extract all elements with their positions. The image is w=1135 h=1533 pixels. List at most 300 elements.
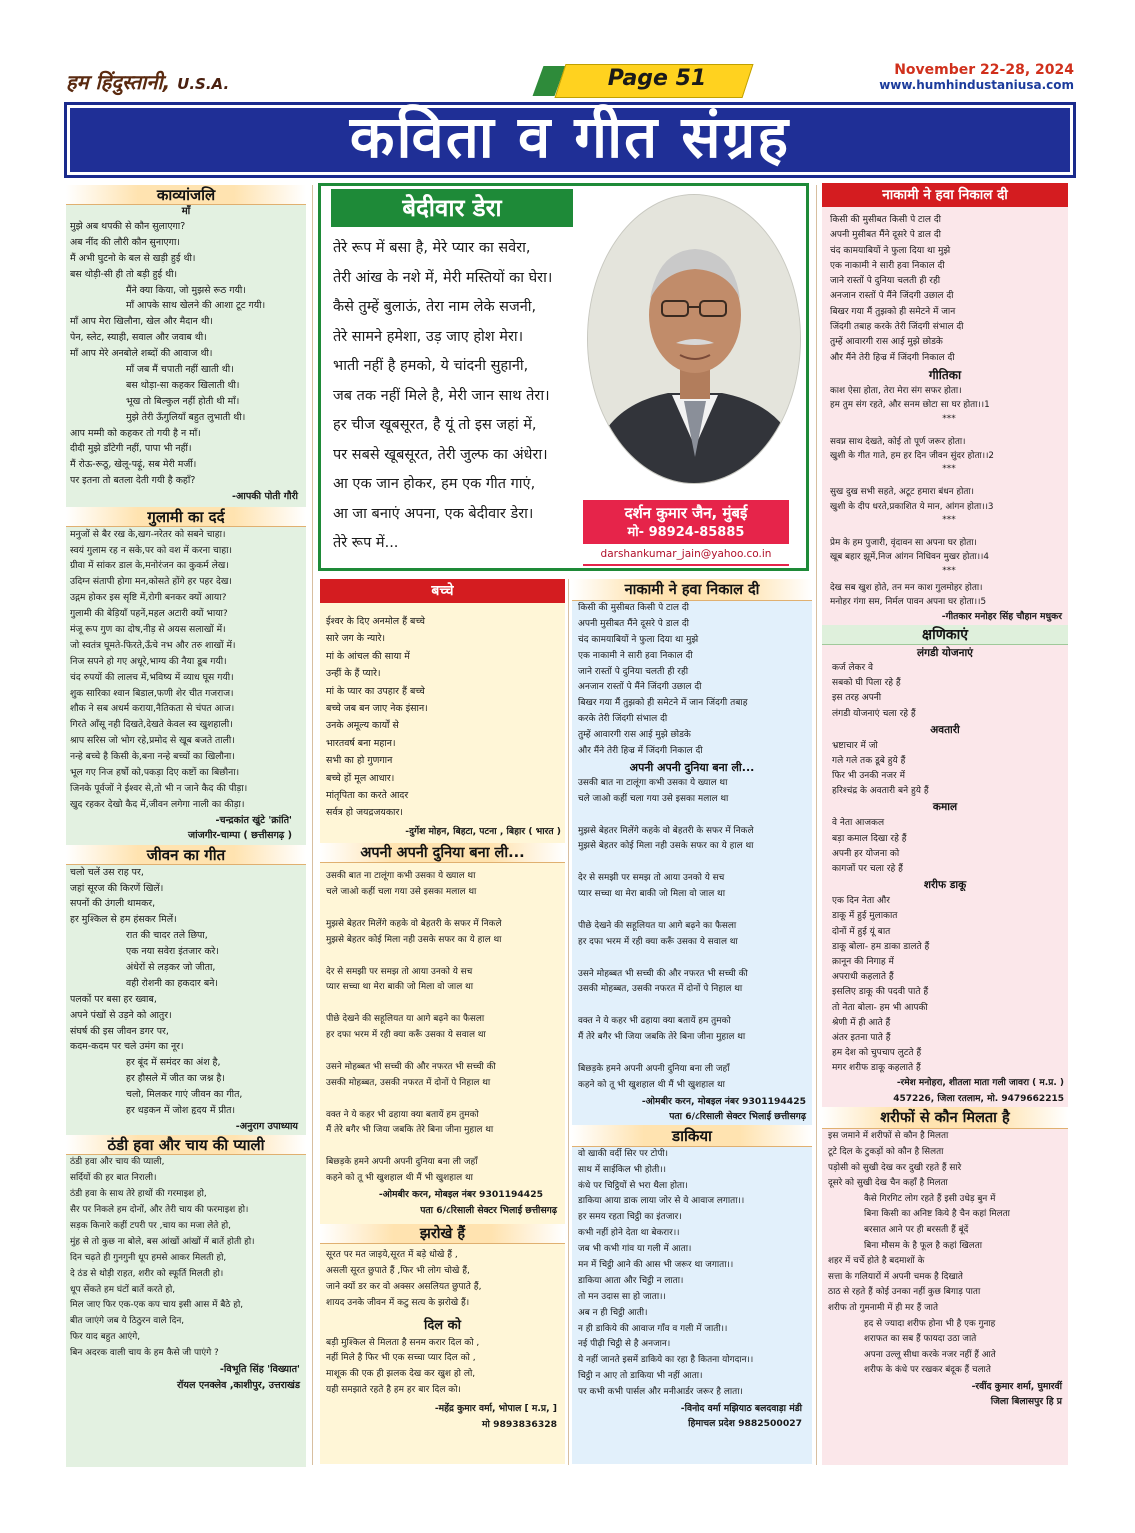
- poem-line: सभी का हो गुणगान: [326, 755, 393, 767]
- poem-line: क़ानून की निगाह में: [832, 956, 894, 967]
- column-divider: [816, 185, 817, 1465]
- poem-line: माँ आप मेरा खिलौना, खेल और मैदान थी।: [70, 316, 213, 328]
- poem-line: मैंने क्या किया, जो मुझसे रूठ गयी।: [126, 284, 246, 296]
- poem-line: अपने पंखों से उड़ने को आतुर।: [70, 1009, 172, 1021]
- poem-line: उसकी बात ना टालूंगा कभी उसका ये ख्याल था: [326, 871, 476, 882]
- poem-line: तेरी आंख के नशे में, मेरी मस्तियों का घेरा।: [333, 269, 553, 286]
- poem-line: जब तक नहीं मिले है, मेरी जान साथ तेरा।: [333, 387, 550, 404]
- poem-line: मैं तेरे बगैर भी जिया जबकि तेरे बिना जीना मुहाल था: [326, 1125, 494, 1136]
- poem-place: 457226, जिला रतलाम, मो. 9479662215: [893, 1093, 1064, 1104]
- poem-line: डाकिया आता और चिट्ठी न लाता।: [578, 1275, 684, 1286]
- column-1: [66, 185, 306, 1467]
- poem-line: तुम्हें आवारगी रास आई मुझे छोडके: [578, 730, 691, 741]
- poem-line: हर बूंद में समंदर का अंश है,: [126, 1057, 221, 1069]
- poem-dakiya: [572, 1147, 812, 1401]
- poem-line: तेरे रूप में...: [333, 535, 399, 551]
- poem-line: तुम्हें आवारगी रास आई मुझे छोडके: [830, 337, 943, 348]
- poem-line: हम तुम संग रहते, और सनम छोटा सा घर होता।।1: [830, 400, 990, 411]
- poem-line: दे ठंड से थोड़ी राहत, शरीर को स्फूर्ति मिलती हो।: [70, 1268, 224, 1279]
- poem-line: देर से समझी पर समझ तो आया उनको ये सच: [578, 873, 725, 884]
- poem-line: मुंह से तो कुछ ना बोले, बस आंखों आंखों में बातें होती हो।: [70, 1236, 255, 1247]
- poem-line: इस तरह अपनी: [832, 693, 882, 704]
- poem-place: पता 6/८रिसाली सेक्टर भिलाई छत्तीसगढ़: [420, 1204, 557, 1216]
- poem-apni-duniya-2: [572, 776, 812, 1094]
- poem-signature: -गीतकार मनोहर सिंह चौहान मधुकर: [941, 611, 1062, 623]
- poem-line: ये नहीं जानते इसमें डाकिये का रहा है कितना योगदान।।: [578, 1355, 754, 1366]
- poem-signature: -ओमबीर करन, मोबइल नंबर 9301194425: [641, 1095, 806, 1107]
- poem-line: उसकी बात ना टालूंगा कभी उसका ये ख्याल था: [578, 777, 728, 788]
- poem-line: निज सपने हो गए अधूरे,भाग्य की नैया डूब गयी।: [70, 655, 227, 667]
- poem-line: भूल गए निज हर्षो को,पकड़ा दिए कष्टों का बिछौना।: [70, 767, 240, 778]
- poem-line: अब न ही चिट्ठी आती।: [578, 1307, 648, 1318]
- poem-line: वक्त ने ये कहर भी ढहाया क्या बतायें हम तुमको: [326, 1109, 479, 1120]
- poem-line: नई पीढ़ी चिट्ठी से है अनजान।: [578, 1339, 671, 1350]
- poem-line: चलो, मिलकर गाएं जीवन का गीत,: [126, 1089, 243, 1101]
- poem-signature: -अनुराग उपाध्याय: [235, 1120, 298, 1132]
- poem-line: शहर में चर्चे होते है बदमाशों के: [828, 1256, 925, 1267]
- poem-line: कहने को तू भी खुशहाल थी मैं भी खुशहाल था: [578, 1079, 725, 1090]
- poem-line: स्वयं गुलाम रह न सके,पर को वश में करना चाहा।: [70, 544, 232, 556]
- poem-line: [578, 855, 812, 871]
- poem-line: पेन, स्लेट, स्याही, सवाल और जवाब थी।: [70, 332, 207, 344]
- poem-line: उसने मोहब्बत भी सच्ची की और नफरत भी सच्ची की: [578, 968, 748, 979]
- poem-line: बिखर गया मैं तुझको ही समेटने में जान: [830, 306, 956, 317]
- poem-line: बिछड़के हमने अपनी अपनी दुनिया बना ली जहाँ: [326, 1157, 478, 1168]
- section-head-kavyanjali: काव्यांजलि: [66, 185, 306, 205]
- poem-maa: [66, 219, 306, 489]
- poem-line: उसकी मोहब्बत, उसकी नफरत में दोनों पे निहाल था: [578, 984, 743, 995]
- poem-line: [326, 949, 565, 965]
- poem-line: भ्रष्टाचार में जो: [832, 740, 878, 751]
- poem-apni-duniya: [320, 869, 565, 1187]
- paper-name: [66, 68, 229, 95]
- poem-signature: -विनोद वर्मा मझियाठ बलदवाड़ा मंडी: [680, 1402, 802, 1414]
- poem-line: [326, 1139, 565, 1155]
- poem-line: मुझसे बेहतर कोई मिला नही उसके सफर का ये हाल था: [326, 934, 502, 945]
- poem-line: शरीफ के कंधे पर रखकर बंदूक हैं चलाते: [864, 1365, 991, 1376]
- poem-line: देख सब खुश होते, तन मन काश गुलमोहर होता।: [830, 582, 983, 593]
- poem-title-sharif-daku: शरीफ डाकू: [923, 879, 967, 892]
- poem-place: हिमाचल प्रदेश 9882500027: [688, 1418, 802, 1430]
- poem-signature: -चन्द्रकांत खुंटे 'क्रांति': [215, 814, 292, 826]
- poem-line: हर समय रहता चिट्ठी का इंतजार।: [578, 1212, 682, 1223]
- poem-line: बस थोड़ी-सी ही तो बड़ी हुई थी।: [70, 268, 178, 280]
- poem-line: मुझसे बेहतर मिलेंगे कहके वो बेहतरी के सफर में निकले: [326, 918, 502, 929]
- page-number: Page 51: [607, 66, 707, 91]
- poem-line: सड़क किनारे कहीं टपरी पर ,चाय का मजा लेते हो,: [70, 1220, 231, 1231]
- poem-line: सुख दुख सभी सहते, अटूट हमारा बंधन होता।: [830, 487, 974, 498]
- section-head-kshanikaen: क्षणिकाएं: [822, 625, 1068, 645]
- poem-line: अपनी हर योजना को: [832, 848, 900, 859]
- poem-line: तेरे सामने हमेशा, उड़ जाए होश मेरा।: [333, 328, 524, 345]
- poem-line: जिनके पूर्वजों ने ईश्वर से,तो भी न जाने कैद की पीड़ा।: [70, 782, 248, 794]
- poem-line: मैं रोऊ-रूठू, खेलू-पढ़ूं, सब मेरी मर्जी।: [70, 459, 197, 471]
- paper-name-text: हम हिंदुस्तानी,: [66, 70, 171, 94]
- column-3: [572, 579, 812, 1464]
- poem-line: कदम-कदम पर चले उमंग का नूर।: [70, 1041, 184, 1053]
- poem-line: सारे जग के न्यारे।: [326, 633, 385, 645]
- poem-line: फिर भी उनकी नजर में: [832, 771, 905, 782]
- poem-line: कर्ज लेकर वे: [832, 662, 874, 673]
- poem-line: खुशी के दीप धरते,प्रकाशित ये मान, आंगन होता।।3: [830, 501, 994, 512]
- poem-line: किसी की मुसीबत किसी पे टाल दी: [830, 215, 941, 225]
- poem-line: खुद रहकर देखो कैद में,जीवन लगेगा नाली का कीड़ा।: [70, 798, 245, 810]
- poem-line: तो नेता बोला- हम भी आपकी: [832, 1002, 928, 1013]
- poem-line: माँ आप मेरे अनबोले शब्दों की आवाज थी।: [70, 348, 213, 360]
- poem-line: जिंदगी तबाह करके तेरी जिंदगी संभाल दी: [830, 322, 964, 333]
- poem-line: प्रेम के हम पुजारी, वृंदावन सा अपना घर होता।: [830, 537, 977, 548]
- poem-line: बिना मौसम के है फूल है कहां खिलता: [864, 1240, 983, 1251]
- poem-signature: -महेंद्र कुमार वर्मा, भोपाल [ म.प्र, ]: [434, 1403, 557, 1415]
- poem-line: मांतृपिता का करते आदर: [326, 789, 409, 801]
- separator-stars: ***: [942, 413, 956, 424]
- website-link[interactable]: www.humhindustaniusa.com: [879, 78, 1074, 92]
- poem-langdi: [822, 661, 1068, 722]
- poem-line: टूटे दिल के टुकड़ों को कौन है सिलता: [828, 1147, 944, 1158]
- poem-line: जो स्वतंत्र घूमते-फिरते,ऊँचे नभ और तरु शाखों में।: [70, 639, 236, 651]
- poem-line: शुक सारिका श्वान बिडाल,फणी शेर चीत गजराज।: [70, 687, 234, 699]
- poem-line: यही समझाते रहते है हम हर बार दिल को।: [326, 1385, 461, 1396]
- poem-line: काश ऐसा होता, तेरा मेरा संग सफर होता।: [830, 385, 962, 396]
- poem-place: पता 6/८रिसाली सेक्टर भिलाई छत्तीसगढ़: [669, 1111, 806, 1123]
- section-head-dakiya: डाकिया: [572, 1125, 812, 1147]
- poem-line: बिछड़के हमने अपनी अपनी दुनिया बना ली जहाँ: [578, 1063, 730, 1074]
- poem-line: [578, 1046, 812, 1062]
- author-photo: [587, 194, 801, 484]
- poem-line: चलो चलें उस राह पर,: [70, 866, 144, 878]
- poem-line: पर इतना तो बतला देती गयी है कहाँ?: [70, 475, 196, 487]
- poem-line: असली सूरत छुपाते हैं ,फिर भी लोग चोखे हैं,: [326, 1265, 470, 1276]
- poem-line: करके तेरी जिंदगी संभाल दी: [578, 714, 668, 725]
- poem-line: प्यार सच्चा था मेरा बाकी जो मिला वो जाल था: [578, 889, 726, 900]
- separator-stars: ***: [942, 565, 956, 576]
- poem-title-maa: माँ: [181, 206, 191, 217]
- poem-line: कंधे पर चिट्ठियों से भरा थैला होता।: [578, 1180, 688, 1191]
- poem-nakami-2: [822, 213, 1068, 366]
- featured-poem-title: बेदीवार डेरा: [331, 189, 573, 227]
- poem-line: मां के प्यार का उपहार हैं बच्चे: [326, 685, 425, 697]
- poem-line: दूसरे को सुखी देख चैन कहाँ है मिलता: [828, 1178, 948, 1189]
- poem-line: [326, 1044, 565, 1060]
- poem-line: मगर शरीफ डाकू कहलाते हैं: [832, 1063, 921, 1074]
- poem-line: बड़ी मुश्किल से मिलता है सनम करार दिल को ,: [326, 1337, 480, 1348]
- featured-poem-text: [333, 234, 603, 559]
- poem-line: सर्दियों की हर बात निराली।: [70, 1173, 157, 1184]
- column-divider: [568, 579, 569, 1465]
- poem-line: श्रेणी में ही आते हैं: [832, 1017, 891, 1028]
- poem-line: और मैंने तेरी हिज्र में जिंदगी निकाल दी: [578, 746, 703, 757]
- poem-line: माशूक की एक ही झलक देख कर खुश हो लो,: [326, 1369, 476, 1380]
- section-head-dil-ko: दिल को: [424, 1317, 461, 1333]
- poem-line: तो मन उदास सा हो जाता।।: [578, 1291, 666, 1302]
- poem-kamal: [822, 816, 1068, 877]
- poem-line: सबको घी पिला रहे हैं: [832, 678, 901, 689]
- poem-line: और मैंने तेरी हिज्र में जिंदगी निकाल दी: [830, 352, 955, 363]
- poem-gulami: [66, 527, 306, 813]
- poem-line: नहीं मिले है फिर भी एक सच्चा प्यार दिल को ,: [326, 1353, 476, 1364]
- poem-line: हर मुश्किल से हम हंसकर मिलें।: [70, 914, 177, 926]
- featured-poem-box: [318, 183, 809, 571]
- poem-line: डाकिया आया डाक लाया जोर से ये आवाज लगाता।।: [578, 1196, 745, 1207]
- poem-line: आप मम्मी को कहकर तो गयी है न माँ।: [70, 427, 201, 439]
- poem-line: हर चीज खूबसूरत, है यूं तो इस जहां में,: [333, 417, 537, 433]
- poem-line: [578, 998, 812, 1014]
- section-head-sharifon: शरीफों से कौन मिलता है: [822, 1107, 1068, 1129]
- poem-line: सत्ता के गलियारों में अपनी चमक है दिखाते: [828, 1271, 963, 1282]
- poem-line: वे नेता आजकल: [832, 818, 885, 829]
- poem-line: बिन अदरक वाली चाय के हम कैसे जी पाएंगे ?: [70, 1348, 219, 1359]
- poem-line: दीदी मुझे डाँटेगी नहीं, पापा भी नहीं।: [70, 443, 192, 455]
- poem-line: गुलामी की बेड़ियाँ पहनें,महल अटारी क्यों भाया?: [70, 608, 228, 620]
- poem-line: फिर याद बहुत आएंगे,: [70, 1332, 141, 1343]
- poem-line: तेरे रूप में बसा है, मेरे प्यार का सवेरा,: [333, 240, 531, 256]
- section-head-bachche: बच्चे: [320, 579, 565, 603]
- poem-line: भूख तो बिल्कुल नहीं होती थी माँ।: [126, 395, 240, 407]
- poem-line: जब भी कभी गांव या गली में आता।: [578, 1244, 692, 1255]
- poem-line: अंतर इतना पाते हैं: [832, 1032, 891, 1043]
- poem-title-avatari: अवतारी: [930, 723, 960, 736]
- section-head-thandi-hawa: ठंडी हवा और चाय की प्याली: [66, 1135, 306, 1155]
- poem-line: पर कभी कभी पार्सल और मनीआर्डर जरूर है लाता।: [578, 1387, 743, 1398]
- poem-line: बरसात आने पर ही बरसती हैं बूंदें: [864, 1225, 969, 1235]
- paper-suffix: U.S.A.: [177, 75, 230, 93]
- poem-line: वो खाकी वर्दी सिर पर टोपी।: [578, 1148, 669, 1159]
- poem-line: नन्हे बच्चे है किसी के,बना नन्हे बच्चों का खिलौना।: [70, 751, 235, 763]
- poem-jharokhe: [320, 1248, 565, 1312]
- section-head-geetika: गीतिका: [928, 367, 962, 382]
- poem-nakami: [572, 601, 812, 760]
- poem-line: चंद कामयाबियों ने फुला दिया था मुझे: [578, 634, 699, 645]
- poem-line: उसने मोहब्बत भी सच्ची की और नफरत भी सच्ची की: [326, 1061, 496, 1072]
- column-2: [320, 579, 565, 1464]
- poem-line: अपना उल्लू सीधा करके नजर नहीं हैं आते: [864, 1349, 996, 1360]
- poem-line: शरीफ तो गुमनामी में ही मर हैं जाते: [828, 1302, 938, 1313]
- poem-signature: -आपकी पोती गौरी: [232, 491, 298, 503]
- poem-thandi-hawa: [66, 1155, 306, 1362]
- poem-line: वक्त ने ये कहर भी ढहाया क्या बतायें हम तुमको: [578, 1016, 731, 1027]
- poem-line: ईश्वर के दिए अनमोल हैं बच्चे: [326, 616, 425, 627]
- poem-line: हर दफा भरम में रही क्या करूँ उसका ये सवाल था: [326, 1030, 486, 1041]
- section-head-nakami: नाकामी ने हवा निकाल दी: [572, 579, 812, 601]
- poem-line: हर दफा भरम में रही क्या करूँ उसका ये सवाल था: [578, 936, 738, 947]
- poem-line: उद्गम होकर इस सृष्टि में,रोगी बनकर क्यों आया?: [70, 592, 227, 604]
- poem-sharifon: [822, 1129, 1068, 1379]
- poem-dil-ko: [320, 1336, 565, 1400]
- poem-place: जांजगीर-चाम्पा ( छत्तीसगढ़ ): [187, 830, 292, 842]
- poem-line: रात की चादर तले छिपा,: [126, 930, 208, 942]
- section-head-gulami: गुलामी का दर्द: [66, 507, 306, 527]
- poem-line: [326, 901, 565, 917]
- poem-line: उनके अमूल्य कार्यों से: [326, 720, 399, 732]
- poem-line: हरिश्चंद्र के अवतारी बने हुये हैं: [832, 786, 929, 797]
- poem-line: एक नया सवेरा इंतजार करे।: [126, 946, 219, 958]
- poem-line: शराफत का सब हैं फायदा उठा जाते: [864, 1334, 977, 1345]
- poem-line: जाने रास्तों पे दुनिया चलती ही रही: [578, 666, 689, 677]
- poem-line: अपनी मुसीबत मैंने दूसरे पे डाल दी: [830, 230, 941, 241]
- poem-line: चिट्ठी न आए तो डाकिया भी नहीं आता।: [578, 1371, 703, 1382]
- poem-line: इसलिए डाकू की पदवी पाते हैं: [832, 987, 929, 998]
- poem-line: मनोहर गंगा सम, निर्मल पावन अपना घर होता।।5: [830, 597, 987, 608]
- column-4: [822, 183, 1068, 1465]
- poem-line: इस जमाने में शरीफों से कौन है मिलता: [828, 1131, 949, 1142]
- poem-line: [326, 996, 565, 1012]
- poem-line: मुझे अब थपकी से कौन सुलाएगा?: [70, 221, 186, 232]
- poem-line: लंगडी योजनाएं चला रहे हैं: [832, 708, 916, 719]
- author-mobile: मो- 98924-85885: [627, 525, 745, 540]
- poem-line: संघर्ष की इस जीवन डगर पर,: [70, 1025, 169, 1037]
- poem-line: श्राप सरिस जो भोग रहे,प्रमोद से खूब बजते ताली।: [70, 735, 235, 747]
- poem-line: उसकी मोहब्बत, उसकी नफरत में दोनों पे निहाल था: [326, 1077, 491, 1088]
- poem-line: जहां सूरज की किरणें खिलें।: [70, 882, 164, 894]
- section-banner: [64, 102, 1076, 178]
- poem-line: शायद उनके जीवन में कटु सत्य के झरोखे हैं।: [326, 1297, 470, 1308]
- poem-line: किसी की मुसीबत किसी पे टाल दी: [578, 603, 689, 613]
- poem-line: एक दिन नेता और: [832, 896, 890, 907]
- poem-line: कैसे तुम्हें बुलाऊं, तेरा नाम लेके सजनी,: [333, 299, 537, 315]
- section-head-jharokhe: झरोखे हैं: [320, 1224, 565, 1244]
- poem-line: उन्हीं के हैं प्यारे।: [326, 668, 381, 680]
- poem-geetika: [822, 384, 1068, 609]
- poem-line: [326, 1092, 565, 1108]
- poem-line: बिखर गया मैं तुझको ही समेटने में जान जिंदगी तबाह: [578, 698, 748, 709]
- poem-line: एक नाकामी ने सारी हवा निकाल दी: [830, 260, 945, 271]
- poem-line: न ही डाकिये की आवाज गाँव व गली में जाती।।: [578, 1323, 728, 1334]
- poem-line: माँ जब मैं चपाती नहीं खाती थी।: [126, 364, 234, 376]
- poem-line: मैं तेरे बगैर भी जिया जबकि तेरे बिना जीना मुहाल था: [578, 1032, 746, 1043]
- poem-line: साथ में साईकिल भी होती।।: [578, 1164, 666, 1175]
- poem-line: मन में चिट्ठी आने की आस भी जरूर था जगाता।।: [578, 1259, 734, 1270]
- poem-line: चले जाओ कहीं चला गया उसे इसका मलाल था: [326, 887, 477, 898]
- poem-place: रॉयल एनक्लेव ,काशीपुर, उत्तराखंड: [177, 1379, 300, 1391]
- poem-line: दोनों में हुई यूं बात: [832, 926, 891, 937]
- poem-title-langdi: लंगडी योजनाएं: [917, 646, 973, 659]
- poem-line: मां के आंचल की साया में: [326, 650, 410, 662]
- poem-line: बड़ा कमाल दिखा रहे हैं: [832, 833, 907, 844]
- poem-line: सर्वत्र हो जयद्रजयकार।: [326, 807, 403, 819]
- poem-line: बस थोड़ा-सा कहकर खिलाती थी।: [126, 379, 240, 391]
- poem-line: कागजों पर चला रहे हैं: [832, 864, 903, 874]
- poem-line: ठंडी हवा के साथ तेरे हाथों की गरमाइश हो,: [70, 1189, 207, 1200]
- poem-line: पीछे देखने की सहूलियत या आगे बढ़ने का फैसला: [326, 1014, 485, 1025]
- poem-line: बीत जाएंगे जब ये ठिठुरन वाले दिन,: [70, 1316, 185, 1327]
- poem-place: मो 9893836328: [482, 1418, 557, 1430]
- poem-line: ठाठ से रहते हैं कोई उनका नहीं कुछ बिगाड़ पाता: [828, 1287, 981, 1298]
- poem-line: चंद रुपयों की लालच में,भविष्य में व्याध घूस गयी।: [70, 671, 234, 683]
- poem-line: मुझसे बेहतर कोई मिला नही उसके सफर का ये हाल था: [578, 841, 754, 852]
- section-head-apni-duniya: अपनी अपनी दुनिया बना ली...: [320, 843, 565, 863]
- author-info-box: [583, 500, 789, 566]
- poem-line: हम देश को चुपचाप लुटते हैं: [832, 1048, 922, 1059]
- poem-line: मुझसे बेहतर मिलेंगे कहके वो बेहतरी के सफर में निकले: [578, 825, 754, 836]
- poem-line: पड़ोसी को सुखी देख कर दुखी रहते हैं सारे: [828, 1162, 962, 1173]
- poem-line: आ जा बनाएं अपना, एक बेदीवार डेरा।: [333, 505, 534, 522]
- poem-line: अपनी मुसीबत मैंने दूसरे पे डाल दी: [578, 618, 689, 629]
- poem-line: कैसे गिरगिट लोग रहते हैं इसी उधेड़ बुन में: [864, 1193, 996, 1204]
- poem-sharif-daku: [822, 894, 1068, 1076]
- poem-line: बिना किसी का अनिष्ट किये है चैन कहां मिलता: [864, 1209, 1010, 1220]
- poem-line: अनजान रास्तों पे मैंने जिंदगी उछाल दी: [830, 291, 954, 302]
- poem-line: [578, 951, 812, 967]
- poem-line: खुशी के गीत गाते, हम हर दिन जीवन सुंदर होता।।2: [830, 451, 995, 462]
- poem-jeevan: [66, 865, 306, 1119]
- poem-line: सवप्न साथ देखते, कोई तो पूर्ण जरूर होता।: [830, 436, 966, 447]
- poem-line: मिल जाए फिर एक-एक कप चाय इसी आस में बैठे हो,: [70, 1300, 244, 1311]
- section-head-apni-duniya-2: अपनी अपनी दुनिया बना ली...: [629, 760, 755, 774]
- poem-line: आ एक जान होकर, हम एक गीत गाएं,: [333, 476, 536, 492]
- poem-line: सैर पर निकले हम दोनों, और तेरी चाय की फरमाइश हो।: [70, 1205, 249, 1216]
- poem-line: मैं अभी घुटनो के बल से खड़ी हुई थी।: [70, 252, 196, 264]
- poem-line: पलकों पर बसा हर ख्वाब,: [70, 993, 157, 1005]
- poem-line: बच्चे हों मूल आधार।: [326, 772, 395, 784]
- poem-line: माँ आपके साथ खेलने की आशा टूट गयी।: [126, 300, 266, 312]
- poem-line: हद से ज्यादा शरीफ होना भी है एक गुनाह: [864, 1318, 996, 1329]
- poem-line: देर से समझी पर समझ तो आया उनको ये सच: [326, 966, 473, 977]
- poem-signature: -रवींद कुमार शर्मा, घुमारवीं: [971, 1380, 1062, 1392]
- poem-line: उदिग्न संतापी होगा मन,कोसते होंगे हर पहर देख।: [70, 576, 232, 588]
- masthead: [64, 62, 1074, 100]
- poem-line: भारतवर्ष बना महान।: [326, 737, 396, 749]
- poem-signature: -ओमबीर करन, मोबइल नंबर 9301194425: [378, 1189, 543, 1200]
- poem-line: डाकू में हुई मुलाकात: [832, 911, 898, 922]
- section-head-jeevan: जीवन का गीत: [66, 845, 306, 865]
- poem-line: धूप सेंकते हम घंटों बातें करते हो,: [70, 1284, 176, 1295]
- poem-place: जिला बिलासपुर हि प्र: [990, 1396, 1062, 1408]
- poem-line: अंधेरों से लड़कर जो जीता,: [126, 962, 216, 974]
- poem-line: ठंडी हवा और चाय की प्याली,: [70, 1157, 165, 1168]
- poem-line: अपराधी कहलाते हैं: [832, 972, 894, 983]
- poem-line: अनजान रास्तों पे मैंने जिंदगी उछाल दी: [578, 682, 702, 693]
- poem-title-kamal: कमाल: [932, 801, 958, 814]
- author-name: दर्शन कुमार जैन, मुंबई: [624, 504, 748, 522]
- poem-avatari: [822, 739, 1068, 800]
- section-head-nakami-2: नाकामी ने हवा निकाल दी: [822, 183, 1068, 207]
- separator-stars: ***: [942, 464, 956, 475]
- poem-line: पर सबसे खूबसूरत, तेरी जुल्फ का अंधेरा।: [333, 446, 548, 463]
- poem-line: मुझे तेरी ऊँगुलियाँ बहुत लुभाती थी।: [126, 411, 246, 423]
- poem-line: जाने क्यों डर कर वो अक्सर असलियत छुपाते हैं,: [326, 1281, 482, 1292]
- poem-line: मनुजों से बैर रख के,खग-नरेतर को सबने चाहा।: [70, 528, 226, 540]
- author-portrait-illustration: [588, 195, 801, 484]
- poem-bachche: [320, 613, 565, 822]
- banner-title: कविता व गीत संग्रह: [349, 103, 791, 171]
- separator-stars: ***: [942, 515, 956, 526]
- issue-date: November 22-28, 2024: [894, 62, 1074, 78]
- poem-line: भाती नहीं है हमको, ये चांदनी सुहानी,: [333, 358, 529, 374]
- poem-line: पीछे देखने की सहूलियत या आगे बढ़ने का फैसला: [578, 920, 737, 931]
- poem-line: सूरत पर मत जाइये,सूरत में बड़े धोखे हैं ,: [326, 1250, 458, 1260]
- poem-line: चले जाओ कहीं चला गया उसे इसका मलाल था: [578, 793, 729, 804]
- poem-line: दिन चढ़ते ही गुनगुनी धूप हमसे आकर मिलती हो,: [70, 1252, 227, 1263]
- poem-line: हर हौसले में जीत का जश्न है।: [126, 1073, 225, 1085]
- author-email[interactable]: darshankumar_jain@yahoo.co.in: [583, 544, 789, 564]
- poem-line: डाकू बोला- हम डाका डालते हैं: [832, 941, 930, 952]
- poem-line: प्यार सच्चा था मेरा बाकी जो मिला वो जाल था: [326, 982, 474, 993]
- poem-line: मंजू रूप गुण का दोष,नीड़ से अयस सलाखों में।: [70, 623, 226, 635]
- poem-line: जाने रास्तों पे दुनिया चलती ही रही: [830, 276, 941, 287]
- poem-line: अब नींद की लौरी कौन सुनाएगा।: [70, 236, 180, 248]
- poem-line: गिरते आँसू नही दिखते,देखते केवल स्व खुशहाली।: [70, 719, 233, 731]
- poem-line: [578, 808, 812, 824]
- poem-line: बच्चे जब बन जाए नेक इंसान।: [326, 702, 428, 714]
- poem-line: एक नाकामी ने सारी हवा निकाल दी: [578, 650, 693, 661]
- column-divider: [312, 185, 313, 1465]
- poem-signature: -रमेश मनोहरा, शीतला माता गली जावरा ( म.प्र. ): [896, 1078, 1064, 1089]
- poem-signature: -विभूति सिंह 'विख्यात': [219, 1364, 300, 1375]
- poem-line: कहने को तू भी खुशहाल थी मैं भी खुशहाल था: [326, 1173, 473, 1184]
- poem-line: हर धड़कन में जोश हृदय में प्रीत।: [126, 1105, 236, 1117]
- poem-line: [578, 903, 812, 919]
- poem-line: सपनों की उंगली थामकर,: [70, 898, 156, 910]
